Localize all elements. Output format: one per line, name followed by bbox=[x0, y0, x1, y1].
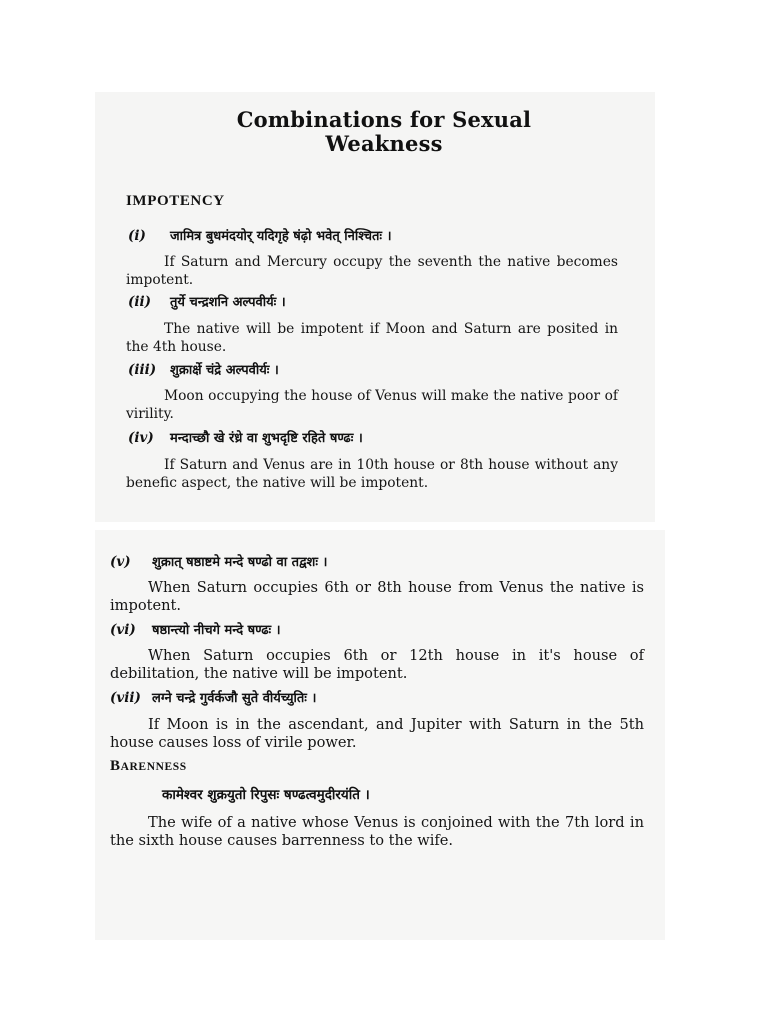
verse-4 bbox=[128, 428, 363, 446]
explanation-text: Moon occupying the house of Venus will make the native poor of virility. bbox=[126, 388, 618, 422]
verse-2 bbox=[128, 292, 286, 310]
explanation-text: The native will be impotent if Moon and Saturn are posited in the 4th house. bbox=[126, 321, 618, 355]
page-title-line-2: Weakness bbox=[325, 131, 443, 156]
verse-6 bbox=[110, 620, 281, 638]
page-title bbox=[0, 108, 768, 156]
verse-number: (vi) bbox=[110, 622, 136, 638]
explanation-5 bbox=[110, 579, 644, 615]
sanskrit-verse: शुक्रात् षष्ठाष्टमे मन्दे षण्ढो वा तद्वशः । bbox=[152, 555, 328, 570]
sanskrit-verse: लग्ने चन्द्रे गुर्वर्कजौ सुते वीर्यच्युतिः । bbox=[152, 691, 317, 706]
heading-rest: ARENNESS bbox=[120, 761, 187, 773]
verse-number: (iv) bbox=[128, 430, 154, 446]
verse-3 bbox=[128, 360, 279, 378]
heading-initial: B bbox=[110, 758, 121, 774]
explanation-text: If Saturn and Mercury occupy the seventh the native becomes impotent. bbox=[126, 254, 618, 288]
verse-number: (vii) bbox=[110, 690, 141, 706]
sanskrit-verse: शुक्रार्क्षे चंद्रे अल्पवीर्यः । bbox=[170, 363, 279, 378]
sanskrit-verse: मन्दाच्छौ खे रंध्रे वा शुभदृष्टि रहिते षण्ढः । bbox=[170, 431, 363, 446]
sanskrit-verse: जामित्र बुधमंदयोर् यदिगृहे षंढ़ो भवेत् निश्चितः । bbox=[170, 229, 392, 244]
page-title-line-1: Combinations for Sexual bbox=[236, 107, 532, 132]
explanation-text: The wife of a native whose Venus is conjoined with the 7th lord in the sixth house causes barrenness to the wife. bbox=[110, 814, 644, 849]
explanation-7 bbox=[110, 716, 644, 752]
explanation-barenness bbox=[110, 814, 644, 850]
explanation-text: If Saturn and Venus are in 10th house or 8th house without any benefic aspect, the native will be impotent. bbox=[126, 457, 618, 491]
verse-5 bbox=[110, 552, 327, 570]
verse-number: (i) bbox=[128, 228, 146, 244]
sanskrit-verse: तुर्ये चन्द्रशनि अल्पवीर्यः । bbox=[170, 295, 286, 310]
sanskrit-verse-barenness: कामेश्वर शुक्रयुतो रिपुसः षण्ढत्वमुदीरयंति । bbox=[162, 787, 370, 803]
explanation-text: When Saturn occupies 6th or 8th house from Venus the native is impotent. bbox=[110, 579, 644, 614]
explanation-6 bbox=[110, 647, 644, 683]
explanation-2 bbox=[126, 321, 618, 356]
explanation-text: When Saturn occupies 6th or 12th house in it's house of debilitation, the native will be impotent. bbox=[110, 647, 644, 682]
sanskrit-verse: षष्ठान्त्यो नीचगे मन्दे षण्ढः । bbox=[152, 623, 281, 638]
verse-7 bbox=[110, 688, 316, 706]
verse-number: (ii) bbox=[128, 294, 152, 310]
explanation-text: If Moon is in the ascendant, and Jupiter with Saturn in the 5th house causes loss of virile power. bbox=[110, 716, 644, 751]
section-heading-impotency: IMPOTENCY bbox=[126, 193, 225, 209]
section-heading-barenness bbox=[110, 758, 187, 775]
explanation-4 bbox=[126, 457, 618, 492]
verse-number: (iii) bbox=[128, 362, 157, 378]
explanation-1 bbox=[126, 254, 618, 289]
verse-number: (v) bbox=[110, 554, 131, 570]
verse-1 bbox=[128, 226, 392, 244]
explanation-3 bbox=[126, 388, 618, 423]
